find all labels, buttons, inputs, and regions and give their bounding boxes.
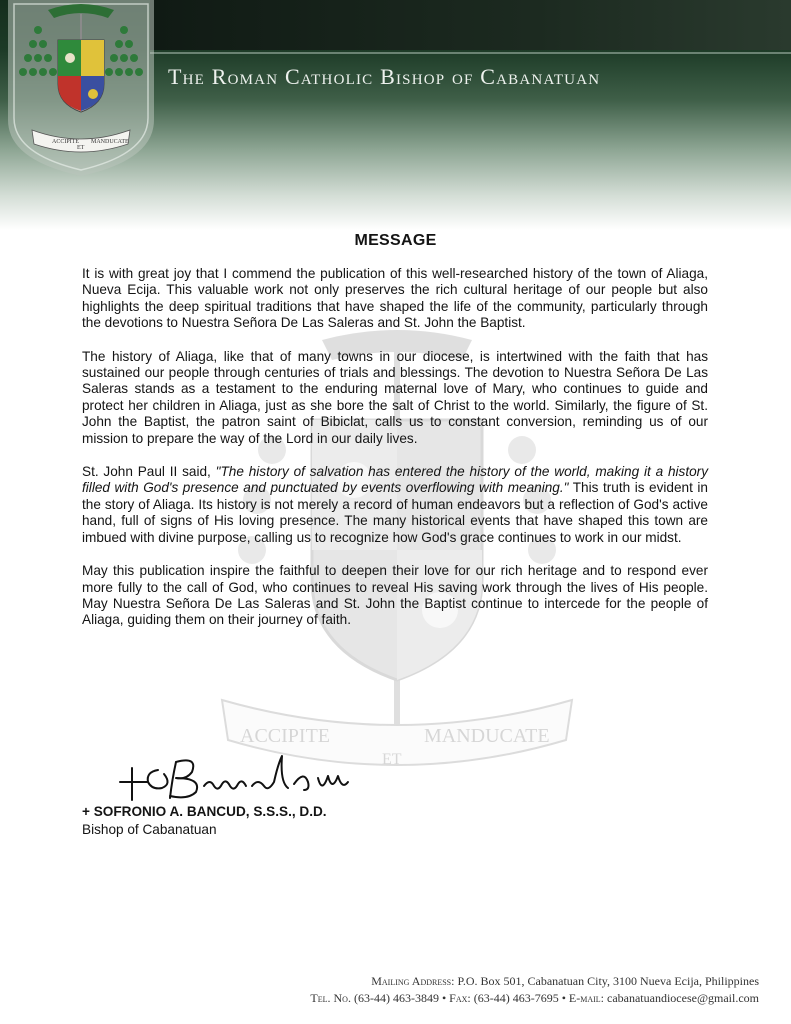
svg-text:ET: ET bbox=[77, 145, 85, 151]
coat-of-arms-emblem bbox=[8, 0, 154, 176]
footer-mailing-address bbox=[371, 974, 759, 989]
svg-text:MANDUCATE: MANDUCATE bbox=[91, 139, 129, 145]
tel-label: Tel. No. bbox=[310, 991, 351, 1005]
paragraph-3-lead: St. John Paul II said, bbox=[82, 464, 216, 480]
paragraph-4: May this publication inspire the faithful to deepen their love for our rich heritage and to respond ever more fully to the call of God, who continues to reveal His saving work through the lives of His people. May Nuestra Señora De Las Saleras and St. John the Baptist continue to intercede for the people of Aliaga, guiding them on their journey of faith. bbox=[82, 563, 708, 628]
letterhead-banner bbox=[0, 0, 791, 230]
document-heading: MESSAGE bbox=[354, 232, 437, 249]
fax-label: Fax: bbox=[449, 991, 471, 1005]
footer-contact-line bbox=[310, 991, 759, 1006]
message-body bbox=[82, 266, 708, 646]
letterhead-dark-band bbox=[150, 0, 791, 50]
footer-separator-2: • bbox=[561, 991, 566, 1005]
letterhead-rule bbox=[150, 52, 791, 54]
email-label: E-mail: bbox=[568, 991, 604, 1005]
watermark-motto-right: MANDUCATE bbox=[424, 725, 550, 747]
paragraph-3-rest: This truth is evident in the story of Aliaga. Its history is not merely a record of human endeavors but a reflection of God's active hand, full of signs of His loving presence. The many historical events that have shaped this town are imbued with divine purpose, calling us to recognize how God's grace continues to work in our midst. bbox=[82, 480, 708, 545]
signer-title: Bishop of Cabanatuan bbox=[82, 822, 217, 837]
paragraph-1: It is with great joy that I commend the publication of this well-researched history of the town of Aliaga, Nueva Ecija. This valuable work not only preserves the rich cultural heritage of our people but also highlights the deep spiritual traditions that have shaped the life of the community, particularly through the devotions to Nuestra Señora De Las Saleras and St. John the Baptist. bbox=[82, 266, 708, 331]
email-value: cabanatuandiocese@gmail.com bbox=[604, 991, 759, 1005]
paragraph-3 bbox=[82, 464, 708, 546]
signer-name: + SOFRONIO A. BANCUD, S.S.S., D.D. bbox=[82, 804, 327, 819]
mailing-value: P.O. Box 501, Cabanatuan City, 3100 Nueva Ecija, Philippines bbox=[454, 974, 759, 988]
footer-separator-1: • bbox=[441, 991, 447, 1005]
fax-value: (63-44) 463-7695 bbox=[470, 991, 559, 1005]
watermark-motto-center: ET bbox=[382, 751, 402, 768]
handwritten-signature bbox=[118, 742, 368, 804]
paragraph-3-quote: "The history of salvation has entered the history of the world, making it a history filled with God's presence and punctuated by events overflowing with meaning." bbox=[82, 464, 708, 496]
tel-value: (63-44) 463-3849 bbox=[350, 991, 439, 1005]
mailing-label: Mailing Address: bbox=[371, 974, 455, 988]
paragraph-2: The history of Aliaga, like that of many towns in our diocese, is intertwined with the faith that has sustained our people through centuries of trials and blessings. The devotion to Nuestra Señora De Las Saleras stands as a testament to the enduring maternal love of Mary, who continues to guide and protect her children in Aliaga, just as she bore the salt of Christ to the world. Similarly, the figure of St. John the Baptist, the patron saint of Bibiclat, calls us to constant conversion, reminding us of our mission to prepare the way of the Lord in our daily lives. bbox=[82, 348, 708, 446]
watermark-motto-left: ACCIPITE bbox=[240, 725, 330, 747]
svg-text:ACCIPITE: ACCIPITE bbox=[52, 139, 79, 145]
letterhead-title: The Roman Catholic Bishop of Cabanatuan bbox=[168, 64, 601, 89]
